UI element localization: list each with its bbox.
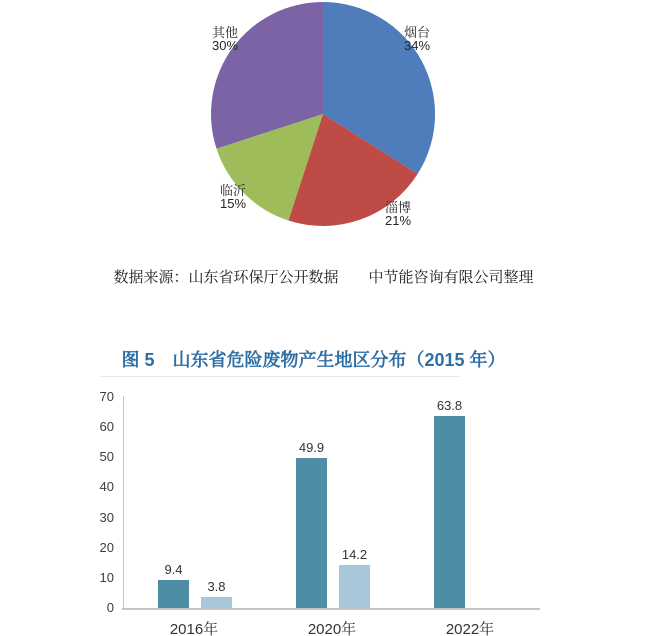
y-tick-label: 50 xyxy=(99,449,114,465)
x-category-label: 2020年 xyxy=(307,621,357,636)
bar-value-label: 49.9 xyxy=(298,439,325,455)
pie-label-percent: 34% xyxy=(403,38,431,53)
bar-series1-cat3 xyxy=(434,416,465,608)
y-tick-label: 30 xyxy=(99,509,114,525)
pie-label-name: 淄博 xyxy=(384,200,411,215)
pie-label-percent: 30% xyxy=(211,38,239,53)
x-axis-line xyxy=(122,608,540,610)
pie-label-percent: 21% xyxy=(384,213,412,228)
y-tick-label: 0 xyxy=(106,600,114,615)
y-tick-label: 60 xyxy=(99,419,114,435)
pie-label-name: 其他 xyxy=(211,25,238,40)
x-category-label: 2016年 xyxy=(169,621,219,636)
bar-value-label: 14.2 xyxy=(341,547,368,563)
y-tick-label: 20 xyxy=(99,539,114,555)
pie-label-name: 烟台 xyxy=(403,25,430,40)
bar-value-label: 3.8 xyxy=(207,578,226,594)
pie-label-percent: 15% xyxy=(219,196,247,211)
y-tick-label: 40 xyxy=(99,479,114,495)
pie-label-name: 临沂 xyxy=(219,183,246,198)
y-axis-line xyxy=(123,396,124,609)
y-tick-label: 10 xyxy=(99,569,114,585)
y-tick-label: 70 xyxy=(99,389,114,405)
bar-series1-cat1 xyxy=(158,580,189,608)
bar-value-label: 63.8 xyxy=(436,397,463,413)
bar-series2-cat1 xyxy=(201,597,232,608)
x-category-label: 2022年 xyxy=(445,621,495,636)
data-source-note: 数据来源：山东省环保厅公开数据 中节能咨询有限公司整理 xyxy=(113,269,534,286)
figure-title: 图 5 山东省危险废物产生地区分布（2015 年） xyxy=(121,350,506,370)
chart-top-border xyxy=(100,376,460,377)
bar-value-label: 9.4 xyxy=(164,561,183,577)
bar-series1-cat2 xyxy=(296,458,327,608)
bar-series2-cat2 xyxy=(339,565,370,608)
